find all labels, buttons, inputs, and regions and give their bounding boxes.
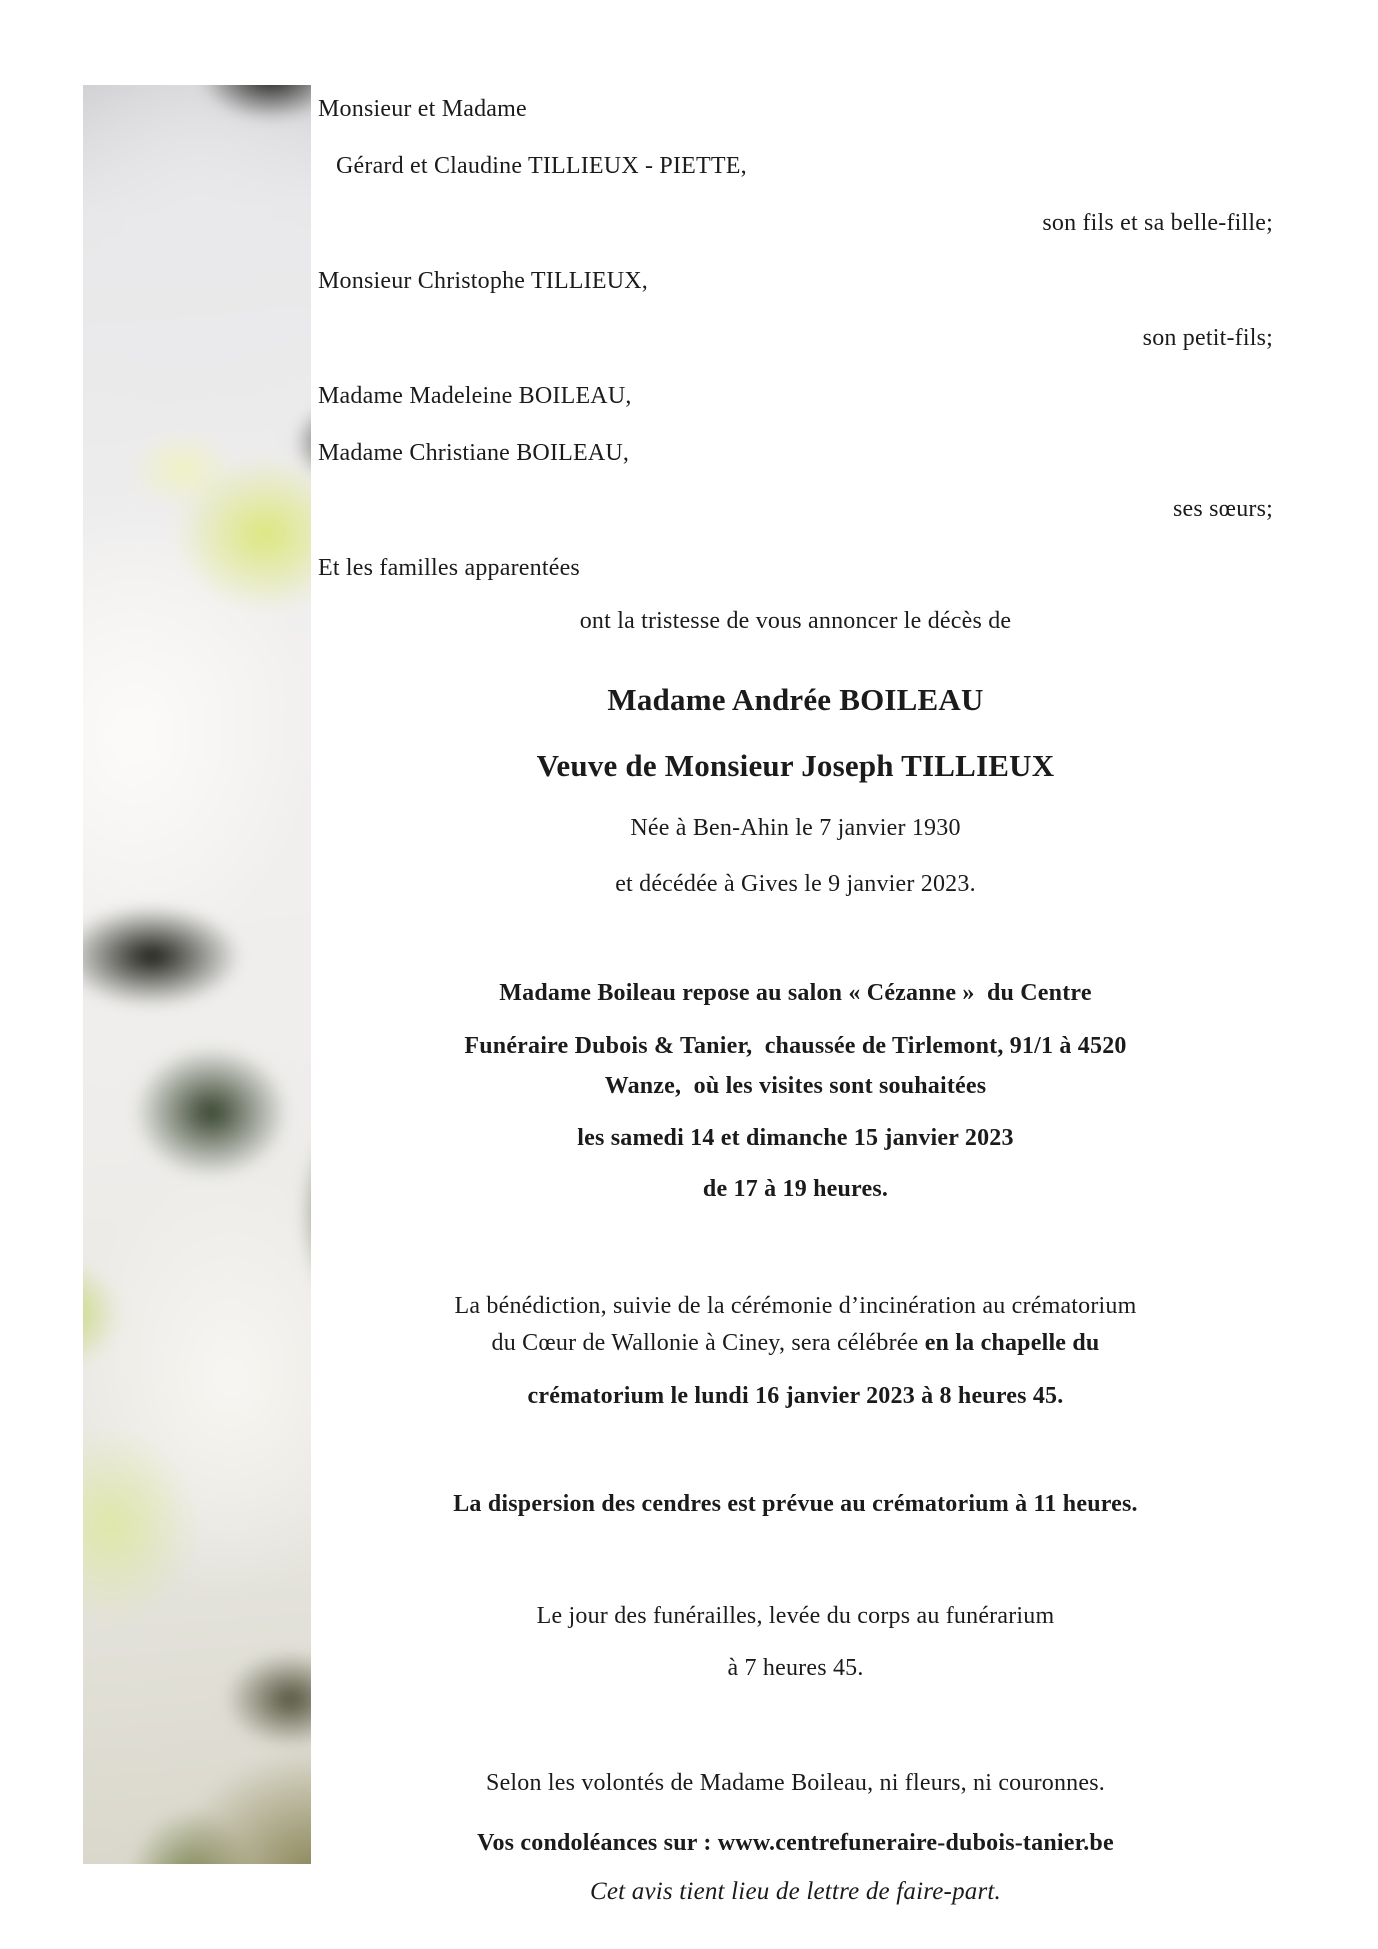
ceremony-line-1: La bénédiction, suivie de la cérémonie d’incinération au crématorium <box>454 1293 1137 1319</box>
deceased-birth: Née à Ben-Ahin le 7 janvier 1930 <box>630 815 961 841</box>
relation-ses-soeurs: ses sœurs; <box>1172 496 1273 522</box>
family-line-madeleine: Madame Madeleine BOILEAU, <box>318 383 632 409</box>
visitation-line-2: Funéraire Dubois & Tanier, chaussée de Tirlemont, 91/1 à 4520 <box>464 1033 1127 1059</box>
family-line-christiane: Madame Christiane BOILEAU, <box>318 440 630 466</box>
announcement-intro: ont la tristesse de vous annoncer le décès de <box>579 608 1012 634</box>
family-line-familles-apparentees: Et les familles apparentées <box>318 555 580 581</box>
family-line-monsieur-et-madame: Monsieur et Madame <box>318 96 527 122</box>
ceremony-line-2 <box>318 1329 1273 1357</box>
relation-petit-fils: son petit-fils; <box>1142 325 1273 351</box>
visitation-line-3: Wanze, où les visites sont souhaitées <box>604 1073 987 1099</box>
orchid-photo <box>83 85 311 1864</box>
visitation-line-5: de 17 à 19 heures. <box>702 1176 889 1202</box>
deceased-name: Madame Andrée BOILEAU <box>607 682 984 717</box>
relation-son-fils: son fils et sa belle-fille; <box>1042 210 1273 236</box>
ceremony-line-2-bold: en la chapelle du <box>924 1330 1100 1356</box>
family-line-christophe: Monsieur Christophe TILLIEUX, <box>318 268 648 294</box>
deceased-death: et décédée à Gives le 9 janvier 2023. <box>615 871 976 897</box>
ceremony-line-2-regular: du Cœur de Wallonie à Ciney, sera célébrée <box>491 1330 925 1356</box>
orchid-photo-layer <box>83 85 311 1864</box>
visitation-line-4: les samedi 14 et dimanche 15 janvier 2023 <box>577 1125 1014 1151</box>
ashes-dispersion: La dispersion des cendres est prévue au crématorium à 11 heures. <box>453 1491 1138 1517</box>
visitation-line-1: Madame Boileau repose au salon « Cézanne » du Centre <box>499 980 1092 1006</box>
condolences-line: Vos condoléances sur : www.centrefuneraire-dubois-tanier.be <box>477 1830 1114 1856</box>
closing-line: Cet avis tient lieu de lettre de faire-part. <box>589 1878 1002 1905</box>
wishes-line: Selon les volontés de Madame Boileau, ni fleurs, ni couronnes. <box>486 1770 1105 1796</box>
deceased-widow-of: Veuve de Monsieur Joseph TILLIEUX <box>536 748 1055 783</box>
funeral-day-line-2: à 7 heures 45. <box>727 1655 864 1681</box>
funeral-day-line-1: Le jour des funérailles, levée du corps au funérarium <box>536 1603 1055 1629</box>
ceremony-line-3: crématorium le lundi 16 janvier 2023 à 8 heures 45. <box>527 1383 1064 1409</box>
family-line-gerard-claudine: Gérard et Claudine TILLIEUX - PIETTE, <box>336 153 747 179</box>
